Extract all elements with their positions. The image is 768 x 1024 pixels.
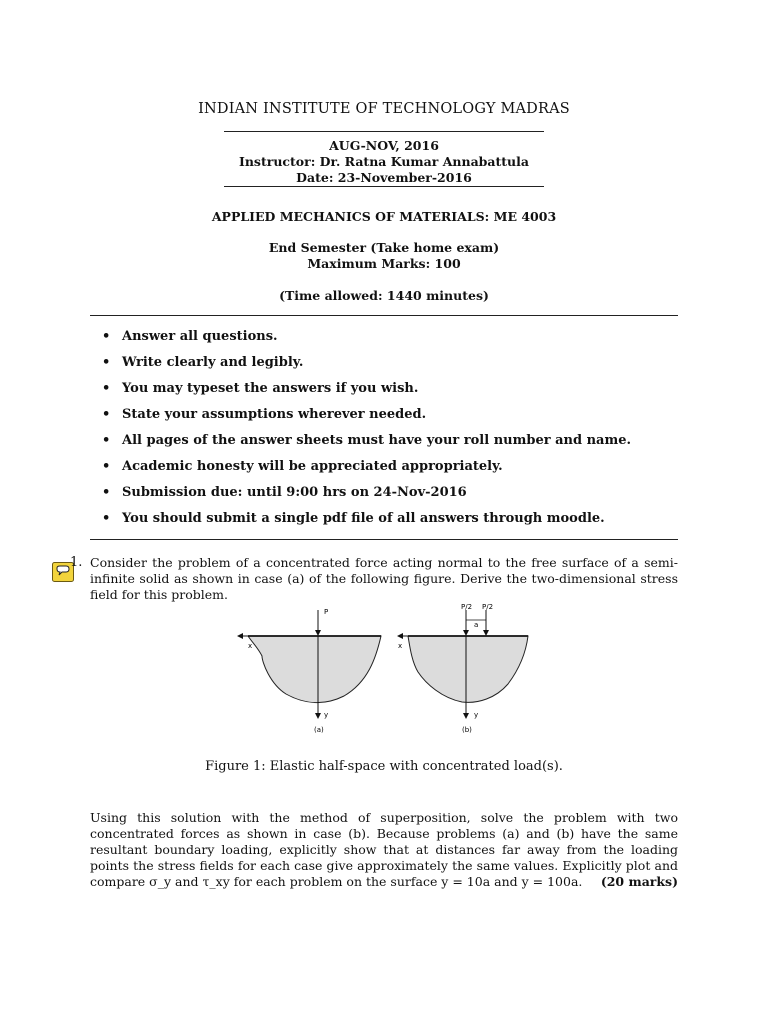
- figure-caption: Figure 1: Elastic half-space with concentrated load(s).: [205, 759, 563, 774]
- instruction-item: [102, 350, 682, 376]
- max-marks: Maximum Marks: 100: [307, 256, 461, 271]
- instruction-text: State your assumptions wherever needed.: [122, 407, 427, 422]
- y-label-b: y: [474, 711, 479, 719]
- instruction-item: [102, 376, 682, 402]
- bullet: •: [102, 407, 111, 422]
- exam-type: [90, 240, 678, 272]
- institute-title: INDIAN INSTITUTE OF TECHNOLOGY MADRAS: [198, 101, 570, 117]
- instruction-text: Submission due: until 9:00 hrs on 24-Nov-2016: [122, 485, 467, 500]
- instruction-text: You may typeset the answers if you wish.: [122, 381, 419, 396]
- bullet: •: [102, 381, 111, 396]
- load-a-label: P: [324, 608, 329, 616]
- y-label-a: y: [324, 711, 329, 719]
- header-rule-bottom: [224, 186, 544, 187]
- bullet: •: [102, 485, 111, 500]
- case-a-diagram: [238, 608, 381, 734]
- instructor: Instructor: Dr. Ratna Kumar Annabattula: [238, 154, 529, 169]
- instructions-rule-bottom: [90, 539, 678, 540]
- instructions-list: [102, 324, 682, 532]
- exam-date: Date: 23-November-2016: [296, 170, 472, 185]
- bullet: •: [102, 329, 111, 344]
- case-a-label: (a): [314, 726, 324, 734]
- case-b-diagram: [398, 603, 528, 734]
- instruction-item: [102, 428, 682, 454]
- spacing-label: a: [474, 621, 479, 629]
- load-b1-label: P/2: [461, 603, 473, 611]
- x-label-a: x: [248, 642, 253, 650]
- instruction-text: You should submit a single pdf file of all answers through moodle.: [122, 511, 605, 526]
- course-title: APPLIED MECHANICS OF MATERIALS: ME 4003: [211, 209, 557, 224]
- case-b-label: (b): [462, 726, 472, 734]
- question1-marks: (20 marks): [600, 874, 678, 889]
- question1-text-a: Consider the problem of a concentrated force acting normal to the free surface of a semi-infinite solid as shown in case (a) of the following figure. Derive the two-dimensional stress field for this problem.: [90, 555, 678, 602]
- question1-text-b-body: Using this solution with the method of superposition, solve the problem with two concentrated forces as shown in case (b). Because problems (a) and (b) have the same resultant boundary loading, explicitly show that at distances far away from the loading points the stress fields for each case give approximately the same values. Explicitly plot and compare σ_y and τ_xy for each problem on the surface y = 10a and y = 100a.: [90, 810, 678, 889]
- header-rule-top: [224, 131, 544, 132]
- figure-half-space: [226, 600, 546, 740]
- bullet: •: [102, 511, 111, 526]
- load-b2-label: P/2: [482, 603, 494, 611]
- x-label-b: x: [398, 642, 403, 650]
- bullet: •: [102, 433, 111, 448]
- instruction-item: [102, 402, 682, 428]
- instruction-item: [102, 506, 682, 532]
- instruction-text: Answer all questions.: [122, 329, 278, 344]
- exam-type-text: End Semester (Take home exam): [268, 240, 500, 255]
- instruction-item: [102, 480, 682, 506]
- bullet: •: [102, 355, 111, 370]
- question1-text-b: [90, 810, 678, 890]
- figure-svg: [226, 600, 546, 740]
- instruction-item: [102, 324, 682, 350]
- question-number: 1.: [70, 555, 83, 570]
- instruction-text: Academic honesty will be appreciated appropriately.: [122, 459, 503, 474]
- instruction-item: [102, 454, 682, 480]
- instructions-rule-top: [90, 315, 678, 316]
- instruction-text: All pages of the answer sheets must have your roll number and name.: [122, 433, 632, 448]
- instruction-text: Write clearly and legibly.: [122, 355, 304, 370]
- session: AUG-NOV, 2016: [329, 138, 439, 153]
- time-allowed: (Time allowed: 1440 minutes): [279, 288, 489, 303]
- bullet: •: [102, 459, 111, 474]
